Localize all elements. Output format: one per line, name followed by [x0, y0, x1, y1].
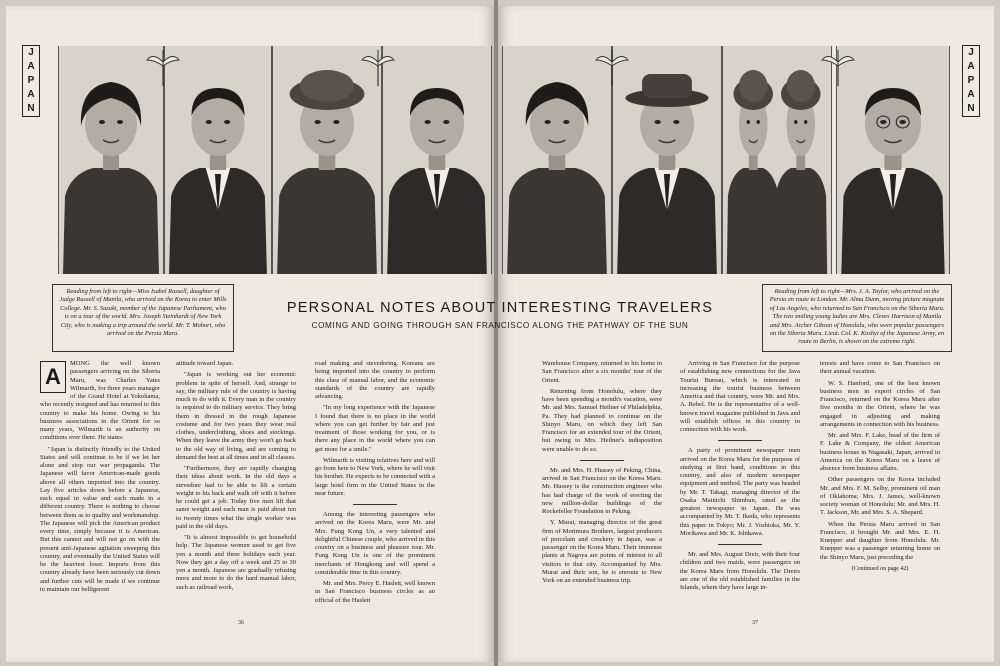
harrison-gibson-photo [722, 46, 832, 274]
column-4 [542, 360, 662, 622]
paragraph: When the Persia Maru arrived in San Francisco, it brought Mr. and Mrs. E. H. Knepper and daughter from Honolulu. Mr. Knepper was a passenger returning home on the Shinyo Maru, just preceding the [820, 520, 940, 561]
paragraph: Mr. and Mrs. H. Hussey of Peking, China, arrived in San Francisco on the Korea Maru. Mr. Hussey is the construction engineer who has had charge of the work of erecting the new million-dollar buildings of the Rockefeller Foundation in Peking. [542, 466, 662, 515]
page-number-left: 36 [238, 620, 244, 626]
paragraph: "In my long experience with the Japanese I found that there is no place in the world where you can get further by fair and just treatment of those working for you, or is there any place in the world where you can get more for a smile." [315, 404, 435, 453]
paragraph: Returning from Honolulu, where they have been spending a month's vacation, were Mr. and Mrs. Samuel Heilner of Philadelphia, Pa. They had planned to continue on the Shinyo Maru, on which they left San Francisco for an extended tour of the Orient, but owing to Mrs. Heilner's indisposition were unable to do so. [542, 387, 662, 453]
paragraph: Mr. and Mrs. F. Lake, head of the firm of F. Lake & Company, the oldest American business house in Nagasaki, Japan, arrived in America on the Korea Maru on a leave of absence from business affairs. [820, 432, 940, 472]
paragraph: Among the interesting passengers who arrived on the Korea Maru, were Mr. and Mrs. Fung Kong Un, a very talented and delightful Chinese couple, who arrived in this country on a business and pleasure tour. Mr. Fung Kong Un is one of the prominent merchants of Hongkong and will spend a considerable time in this country. [315, 511, 435, 576]
page-number-right: 37 [752, 620, 758, 626]
section-rule [718, 544, 762, 545]
paragraph: Mr. and Mrs. Percy E. Haslett, well known in San Francisco business circles as an official of the Haslett [315, 580, 435, 604]
paragraph: Arriving in San Francisco for the purpose of establishing new connections for the Java Tourist Bureau, which is interested in increasing the tourist business between America and that country, were Mr. and Mrs. A. Rebel. He is the representative of a well-known travel magazine published in Java and will establish offices in this country in connection with his work. [680, 360, 800, 433]
lily-ornament-icon [360, 48, 396, 88]
column-6 [820, 360, 940, 632]
article-headline: PERSONAL NOTES ABOUT INTERESTING TRAVELERS [286, 300, 714, 316]
page-gutter [494, 0, 498, 666]
paragraph: Wilmarth is visiting relatives here and will go from here to New York, where he will visit his brother. He expects to be connected with a large hotel firm in the United States in the near future. [315, 456, 435, 497]
lily-ornament-icon [145, 48, 181, 88]
section-rule [580, 460, 624, 461]
paragraph: Warehouse Company, returned to his home in San Francisco after a six months' tour of the Orient. [542, 360, 662, 384]
lily-ornament-icon [594, 48, 630, 88]
paragraph: terests and have come to San Francisco on their annual vacation. [820, 360, 940, 376]
column-2 [176, 360, 296, 622]
japan-tag-right: J A P A N [962, 45, 980, 117]
right-caption: Reading from left to right—Mrs. J. A. Taylor, who arrived on the Persia en route to London. Mr. Alma Dunn, moving picture magnate of Los Angeles, who returned to San Francisco on the Siberia Maru. The two smiling young ladies are Mrs. Cleves Harrison of Manila and Mrs. Archer Gibson of Honolulu, who were popular passengers on the Siberia Maru. Lieut. Col. K. Koshyi of the Japanese Army, en route to Berlin, is shown on the extreme right. [762, 284, 952, 352]
paragraph: "Japan is working out her economic problem in spite of herself. And, strange to say, the military rule of the country is having much to do with it. Every man in the country is required to do military service. They bring them in dressed in the rough Japanese costume and for two years they wear real clothes, underclothing, shoes and stockings. When they leave the army they won't go back to the old way of living, and are coming to demand the best at all times and in all classes. [176, 371, 296, 461]
column-3 [315, 360, 435, 622]
column-1: A MONG the well known passengers arriving on the Siberia Maru, was Charles Yates Wilmarth, for three years manager of the Grand Hotel at Yokohama, who recently resigned and has returned to this country to make his home. Owing to his business associations in the Orient for so many years, Wilmarth is an authority on conditions over there. He states: "Japan is distinctly friendly to the United States and will continue to be if we let her alone and stop our war propaganda. The Japanese will favor American-made goods above all others imported into the country. Lay five articles down before a Japanese, each equal in value and each made in a different country. There is nothing to choose between them as to quality and workmanship. The Japanese will pick the American product every time, simply because it is American. But this cannot and will not go on with the present anti-Japanese agitation sweeping this country, and eventually the United States will be the heaviest loser. Imports from this country already have been seriously cut down and further cuts will be made if we continue to maintain our belligerent [40, 360, 160, 593]
paragraph: Other passengers on the Korea included Mr. and Mrs. F. M. Selby, prominent oil man of Oklahoma; Mrs. J. James, well-known society woman of Honolulu; Mr. and Mrs. H. T. Jackson, Mr. and Mrs. S. A. Shepard. [820, 476, 940, 517]
paragraph: road making and stevedoring. Koreans are being imported into the country to perform this class of manual labor, and the economic standards of the country are rapidly advancing. [315, 360, 435, 400]
section-rule [353, 504, 397, 505]
article-subhead: COMING AND GOING THROUGH SAN FRANCISCO ALONG THE PATHWAY OF THE SUN [311, 321, 689, 330]
paragraph: Y. Murai, managing director of the great firm of Morimura Brothers, largest producers of porcelain and crockery in Japan, was a passenger on the Korea Maru. Their immense plants at Nagoya are points of interest to all visitors to that city. Accompanied by Mrs. Murai and their son, he is enroute to New York on an extended business trip. [542, 519, 662, 584]
drop-cap: A [40, 361, 66, 393]
paragraph: "Furthermore, they are rapidly changing their ideas about work. In the old days a stevedore had to be able to lift a certain weight to his back and walk off with it before he could get a job. Today five men lift that same weight and each man is paid about ten to twenty times what the single worker was paid in the old days. [176, 465, 296, 530]
paragraph: W. S. Hanford, one of the best known business men in export circles of San Francisco, returned on the Korea Maru after five months in the Orient, where he was engaged in adjusting and making arrangements in connection with his business. [820, 379, 940, 428]
paragraph: "Japan is distinctly friendly to the United States and will continue to be if we let her alone and stop our war propaganda. The Japanese will favor American-made goods above all others imported into the country. Lay five articles down before a Japanese, each equal in value and each made in a different country. There is nothing to choose between them as to quality and workmanship. The Japanese will pick the American product every time, simply because it is American. But this cannot and will not go on with the present anti-Japanese agitation sweeping this country, and eventually the United States will be the heaviest loser. Imports from this country already have been seriously cut down and further cuts will be made if we continue to maintain our belligerent [40, 445, 160, 593]
paragraph: Mr. and Mrs. August Dreir, with their four children and two maids, were passengers on the Korea Maru from Honolulu. The Dreirs are one of the old established families in the Islands, where they have large in- [680, 551, 800, 591]
japan-tag-left: J A P A N [22, 45, 40, 117]
lily-ornament-icon [820, 48, 856, 88]
column-5 [680, 360, 800, 622]
section-rule [718, 440, 762, 441]
paragraph: A party of prominent newspaper men arrived on the Korea Maru for the purpose of studying at first hand, conditions in this country, and also of modern newspaper equipment and method. The party was headed by Mr. T. Takagi, managing director of the Osaka Mainichi Shimbun, rated as the greatest newspaper in Japan. He was accompanied by Mr. T. Ikeda, who represents this paper in Tokyo; Mr. J. Yoshioka, Mr. Y. Morikawa and Mr. K. Ishikawa. [680, 447, 800, 537]
left-caption: Reading from left to right—Miss Isabel Russell, daughter of Judge Russell of Manila, who arrived on the Korea to enter Mills College. Mr. S. Suzuki, member of the Japanese Parliament, who is on a tour of the world. Mrs. Joseph Steinhardt of New York City, who is making a trip around the world. Mr. T. Mohori, who arrived on the Persia Maru. [52, 284, 234, 352]
paragraph: "It is almost impossible to get household help. The Japanese women used to get five yen a month and three holidays each year. Now they get a day off a week and 25 to 30 yen a month. Japanese are gradually refusing more and more to do the hard manual labor, such as railroad work, [176, 534, 296, 591]
paragraph: attitude toward Japan. [176, 360, 234, 367]
t-mohori-photo [382, 46, 492, 274]
continued-note: (Continued on page 42) [851, 565, 909, 572]
